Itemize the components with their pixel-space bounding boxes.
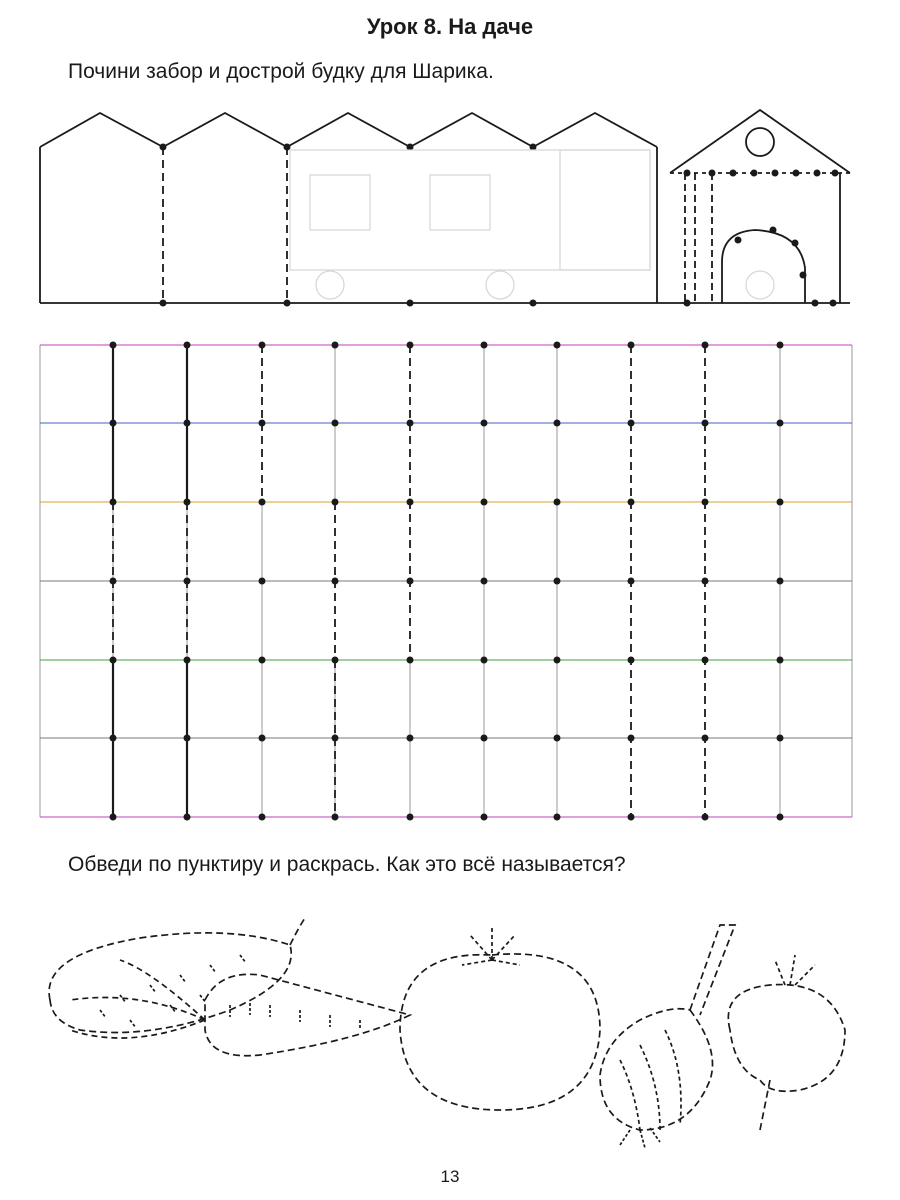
dog-house-drawing <box>670 110 850 303</box>
task-trace-instruction: Обведи по пунктиру и раскрась. Как это всё называется? <box>68 853 626 876</box>
grid-dot <box>777 657 784 664</box>
grid-dot <box>332 657 339 664</box>
grid-dot <box>777 814 784 821</box>
grid-dot <box>702 578 709 585</box>
grid-dot <box>110 342 117 349</box>
grid-dot <box>481 499 488 506</box>
grid-dot <box>332 420 339 427</box>
grid-dot <box>554 814 561 821</box>
grid-dot <box>702 499 709 506</box>
grid-dot <box>332 499 339 506</box>
grid-dot <box>259 735 266 742</box>
grid-dot <box>554 578 561 585</box>
grid-dot <box>184 342 191 349</box>
grid-dot <box>554 735 561 742</box>
grid-dot <box>184 578 191 585</box>
grid-dot <box>332 342 339 349</box>
grid-dot <box>110 420 117 427</box>
page-number: 13 <box>440 1167 460 1186</box>
grid-dot <box>777 578 784 585</box>
grid-dot <box>407 578 414 585</box>
grid-dot <box>332 735 339 742</box>
grid-dot <box>481 735 488 742</box>
grid-dot <box>628 342 635 349</box>
grid-dot <box>702 735 709 742</box>
grid-dot <box>628 814 635 821</box>
grid-dot <box>259 420 266 427</box>
cucumber-outline <box>49 918 305 1033</box>
grid-dot <box>702 342 709 349</box>
grid-dot <box>184 735 191 742</box>
grid-dot <box>407 814 414 821</box>
grid-dot <box>184 657 191 664</box>
grid-dot <box>777 342 784 349</box>
dog-house-dots <box>684 170 839 307</box>
grid-dot <box>110 578 117 585</box>
grid-dot <box>184 420 191 427</box>
grid-dot <box>554 657 561 664</box>
fence-drawing <box>40 113 850 303</box>
grid-dot <box>407 342 414 349</box>
beet-outline <box>728 955 845 1130</box>
tomato-outline <box>400 925 600 1110</box>
faint-bleed-through-image <box>290 150 774 299</box>
grid-dot <box>407 657 414 664</box>
grid-dot <box>259 342 266 349</box>
grid-dot <box>407 735 414 742</box>
fence-dots <box>160 144 537 307</box>
grid-dot <box>554 420 561 427</box>
grid-dot <box>184 814 191 821</box>
grid-dot <box>702 814 709 821</box>
dog-house-roof <box>670 110 850 173</box>
grid-dot <box>407 420 414 427</box>
fence-zigzag-top <box>40 113 657 147</box>
grid-dot <box>481 420 488 427</box>
grid-dot <box>110 499 117 506</box>
grid-dot <box>554 342 561 349</box>
grid-dot <box>481 814 488 821</box>
grid-dot <box>259 499 266 506</box>
onion-outline <box>600 925 735 1148</box>
grid-dot <box>481 657 488 664</box>
grid-dot <box>332 578 339 585</box>
dog-house-round-window <box>746 128 774 156</box>
grid-dot <box>702 657 709 664</box>
grid-dot <box>481 578 488 585</box>
tracing-grid <box>40 342 852 821</box>
grid-dot <box>259 657 266 664</box>
grid-dot <box>628 420 635 427</box>
grid-dot <box>407 499 414 506</box>
task-fence-instruction: Почини забор и дострой будку для Шарика. <box>68 60 494 83</box>
grid-dot <box>332 814 339 821</box>
grid-dot <box>110 814 117 821</box>
grid-dot <box>628 578 635 585</box>
grid-dot <box>702 420 709 427</box>
vegetable-outlines <box>49 918 845 1148</box>
page-title: Урок 8. На даче <box>366 14 534 39</box>
grid-dot <box>110 735 117 742</box>
carrot-outline <box>70 960 410 1056</box>
grid-dot <box>628 657 635 664</box>
grid-dot <box>259 814 266 821</box>
grid-dot <box>481 342 488 349</box>
grid-dot <box>777 420 784 427</box>
grid-dot <box>628 735 635 742</box>
grid-dot <box>184 499 191 506</box>
grid-dot <box>777 499 784 506</box>
grid-dot <box>259 578 266 585</box>
grid-dot <box>110 657 117 664</box>
grid-horizontal-rulings <box>40 345 852 817</box>
grid-dot <box>554 499 561 506</box>
grid-dot <box>628 499 635 506</box>
grid-dot <box>777 735 784 742</box>
